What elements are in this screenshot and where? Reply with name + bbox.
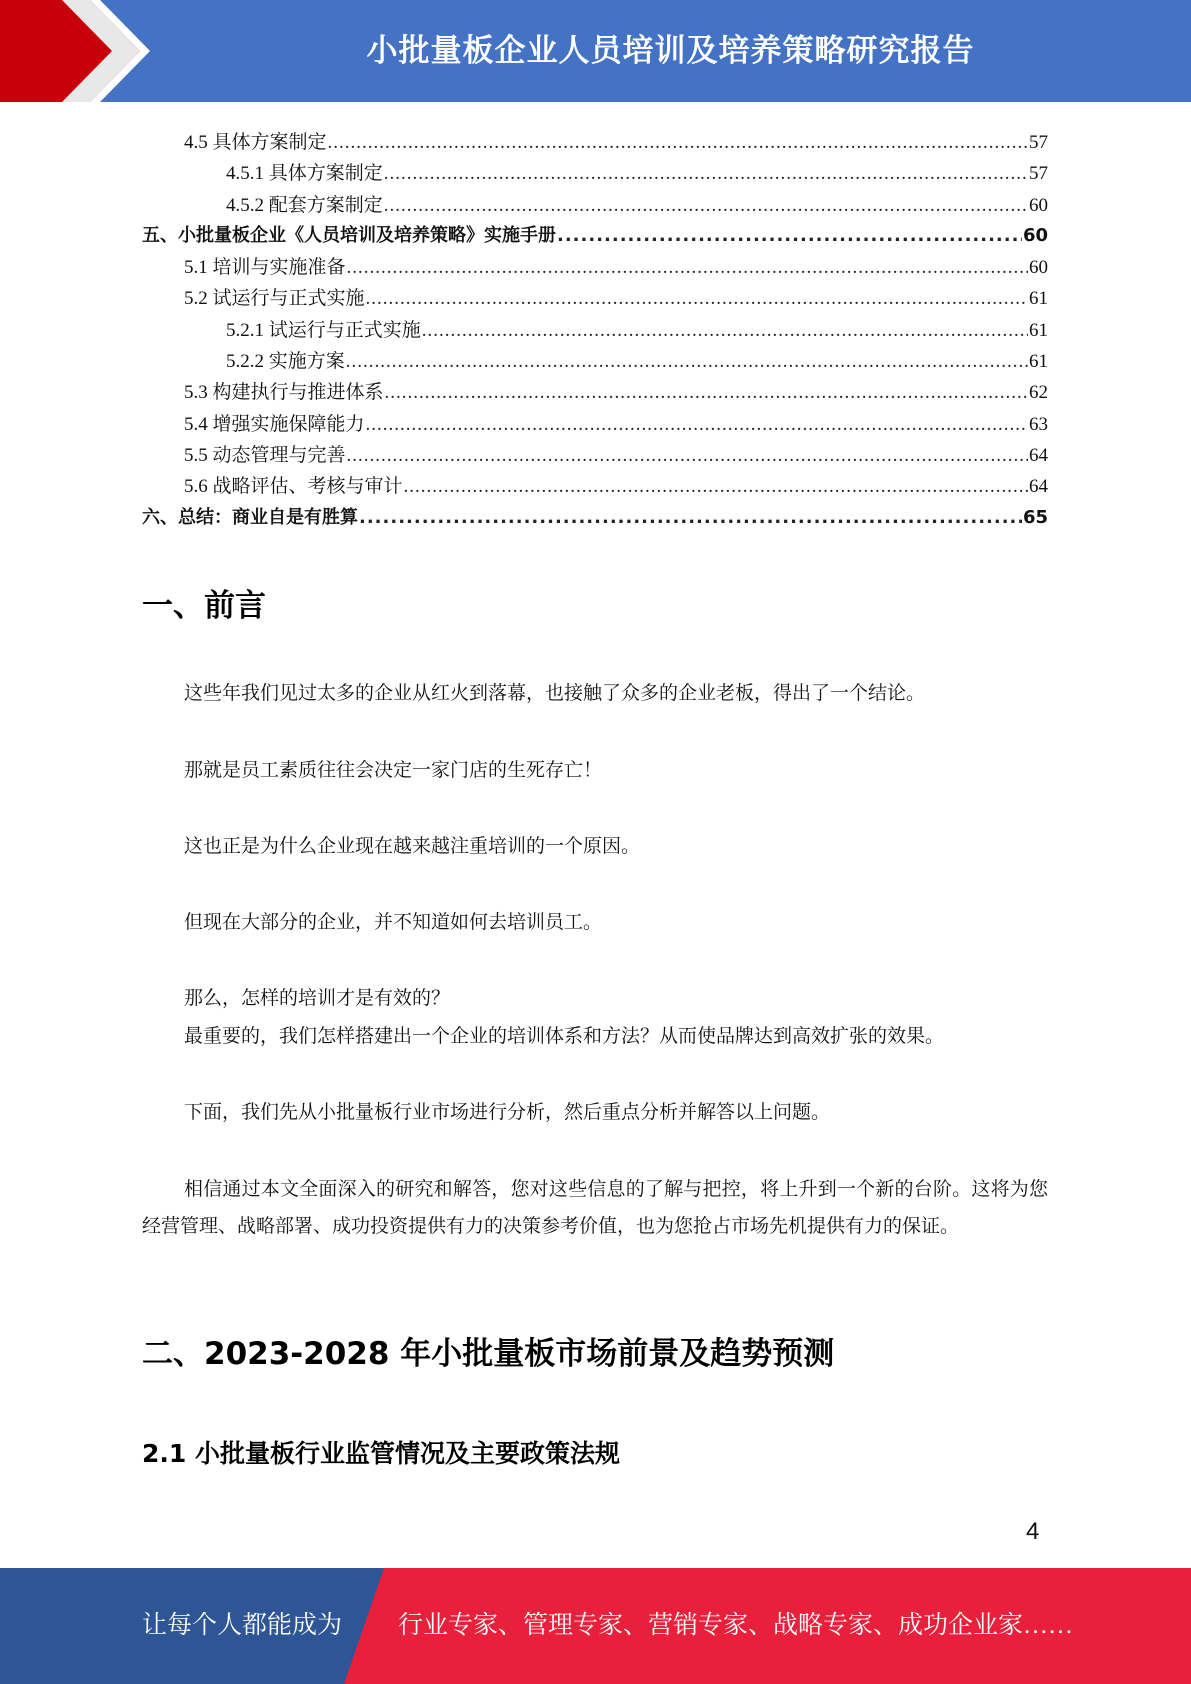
- toc-entry-title: 5.6 战略评估、考核与审计: [184, 476, 403, 498]
- toc-entry[interactable]: [142, 221, 1048, 252]
- paragraph: 那就是员工素质往往会决定一家门店的生死存亡！: [184, 760, 603, 781]
- toc-entry-page: 64: [1029, 476, 1048, 498]
- toc-entry-page: 60: [1029, 194, 1048, 216]
- toc-entry-title: 5.2.2 实施方案: [226, 351, 345, 373]
- toc-entry-page: 64: [1029, 444, 1048, 466]
- toc-entry-page: 60: [1022, 224, 1048, 246]
- toc-entry-page: 61: [1029, 351, 1048, 373]
- page-header: [0, 0, 1191, 110]
- toc-dot-leader: [422, 320, 1028, 342]
- toc-entry-title: 五、小批量板企业《人员培训及培养策略》实施手册: [142, 224, 556, 246]
- toc-entry-title: 5.3 构建执行与推进体系: [184, 382, 384, 404]
- toc-dot-leader: [384, 163, 1028, 185]
- toc-entry-title: 4.5.2 配套方案制定: [226, 194, 383, 216]
- toc-dot-leader: [359, 507, 1022, 528]
- paragraph: 这也正是为什么企业现在越来越注重培训的一个原因。: [184, 836, 641, 857]
- toc-dot-leader: [557, 225, 1022, 246]
- toc-entry-page: 62: [1029, 382, 1048, 404]
- preface-heading: 一、前言: [142, 588, 266, 624]
- toc-entry[interactable]: [142, 158, 1048, 189]
- toc-dot-leader: [347, 445, 1028, 467]
- section-2-1-heading: 2.1 小批量板行业监管情况及主要政策法规: [142, 1439, 620, 1468]
- page-footer: [0, 1568, 1191, 1684]
- toc-entry-page: 63: [1029, 413, 1048, 435]
- toc-dot-leader: [346, 351, 1028, 373]
- toc-entry-title: 5.2 试运行与正式实施: [184, 288, 365, 310]
- paragraph: 最重要的，我们怎样搭建出一个企业的培训体系和方法？从而使品牌达到高效扩张的效果。: [184, 1026, 945, 1047]
- toc-entry-title: 5.1 培训与实施准备: [184, 257, 346, 279]
- footer-slogan-left: 让每个人都能成为: [142, 1612, 343, 1639]
- toc-entry[interactable]: [142, 503, 1048, 534]
- toc-entry-page: 61: [1029, 288, 1048, 310]
- toc-entry-title: 5.4 增强实施保障能力: [184, 413, 365, 435]
- toc-entry[interactable]: [142, 377, 1048, 408]
- toc-entry[interactable]: [142, 252, 1048, 283]
- toc-entry-page: 57: [1029, 163, 1048, 185]
- toc-entry[interactable]: [142, 409, 1048, 440]
- toc-entry[interactable]: [142, 315, 1048, 346]
- toc-dot-leader: [385, 382, 1028, 404]
- toc-entry-title: 4.5.1 具体方案制定: [226, 163, 383, 185]
- toc-entry[interactable]: [142, 471, 1048, 502]
- toc-entry-page: 57: [1029, 132, 1048, 153]
- toc-entry-title: 5.2.1 试运行与正式实施: [226, 319, 421, 341]
- paragraph: 下面，我们先从小批量板行业市场进行分析，然后重点分析并解答以上问题。: [184, 1102, 831, 1123]
- toc-dot-leader: [404, 476, 1028, 498]
- chapter-2-heading: 二、2023-2028 年小批量板市场前景及趋势预测: [142, 1336, 835, 1372]
- toc-entry-page: 60: [1029, 257, 1048, 279]
- toc-entry[interactable]: [142, 440, 1048, 471]
- paragraph: 但现在大部分的企业，并不知道如何去培训员工。: [184, 912, 603, 933]
- toc-dot-leader: [384, 195, 1028, 217]
- header-title: 小批量板企业人员培训及培养策略研究报告: [366, 33, 975, 69]
- toc-dot-leader: [366, 414, 1028, 436]
- page-number: 4: [1026, 1518, 1040, 1545]
- toc-entry-title: 六、总结：商业自是有胜算: [142, 506, 358, 528]
- paragraph: 那么，怎样的培训才是有效的？: [184, 988, 451, 1009]
- toc-entry[interactable]: [142, 346, 1048, 377]
- toc-entry[interactable]: [142, 190, 1048, 221]
- table-of-contents: [142, 127, 1048, 534]
- toc-entry-page: 61: [1029, 319, 1048, 341]
- toc-entry[interactable]: [142, 127, 1048, 158]
- paragraph: 这些年我们见过太多的企业从红火到落幕，也接触了众多的企业老板，得出了一个结论。: [184, 683, 926, 704]
- toc-entry[interactable]: [142, 283, 1048, 314]
- toc-dot-leader: [366, 288, 1028, 310]
- toc-dot-leader: [347, 257, 1028, 279]
- toc-entry-title: 5.5 动态管理与完善: [184, 444, 346, 466]
- toc-entry-page: 65: [1022, 506, 1048, 528]
- footer-slogan-right: 行业专家、管理专家、营销专家、战略专家、成功企业家……: [398, 1612, 1074, 1639]
- toc-entry-title: 4.5 具体方案制定: [184, 132, 327, 153]
- paragraph: 相信通过本文全面深入的研究和解答，您对这些信息的了解与把控，将上升到一个新的台阶。这将为您经营管理、战略部署、成功投资提供有力的决策参考价值，也为您抢占市场先机提供有力的保证。: [142, 1179, 1048, 1237]
- toc-dot-leader: [328, 132, 1028, 154]
